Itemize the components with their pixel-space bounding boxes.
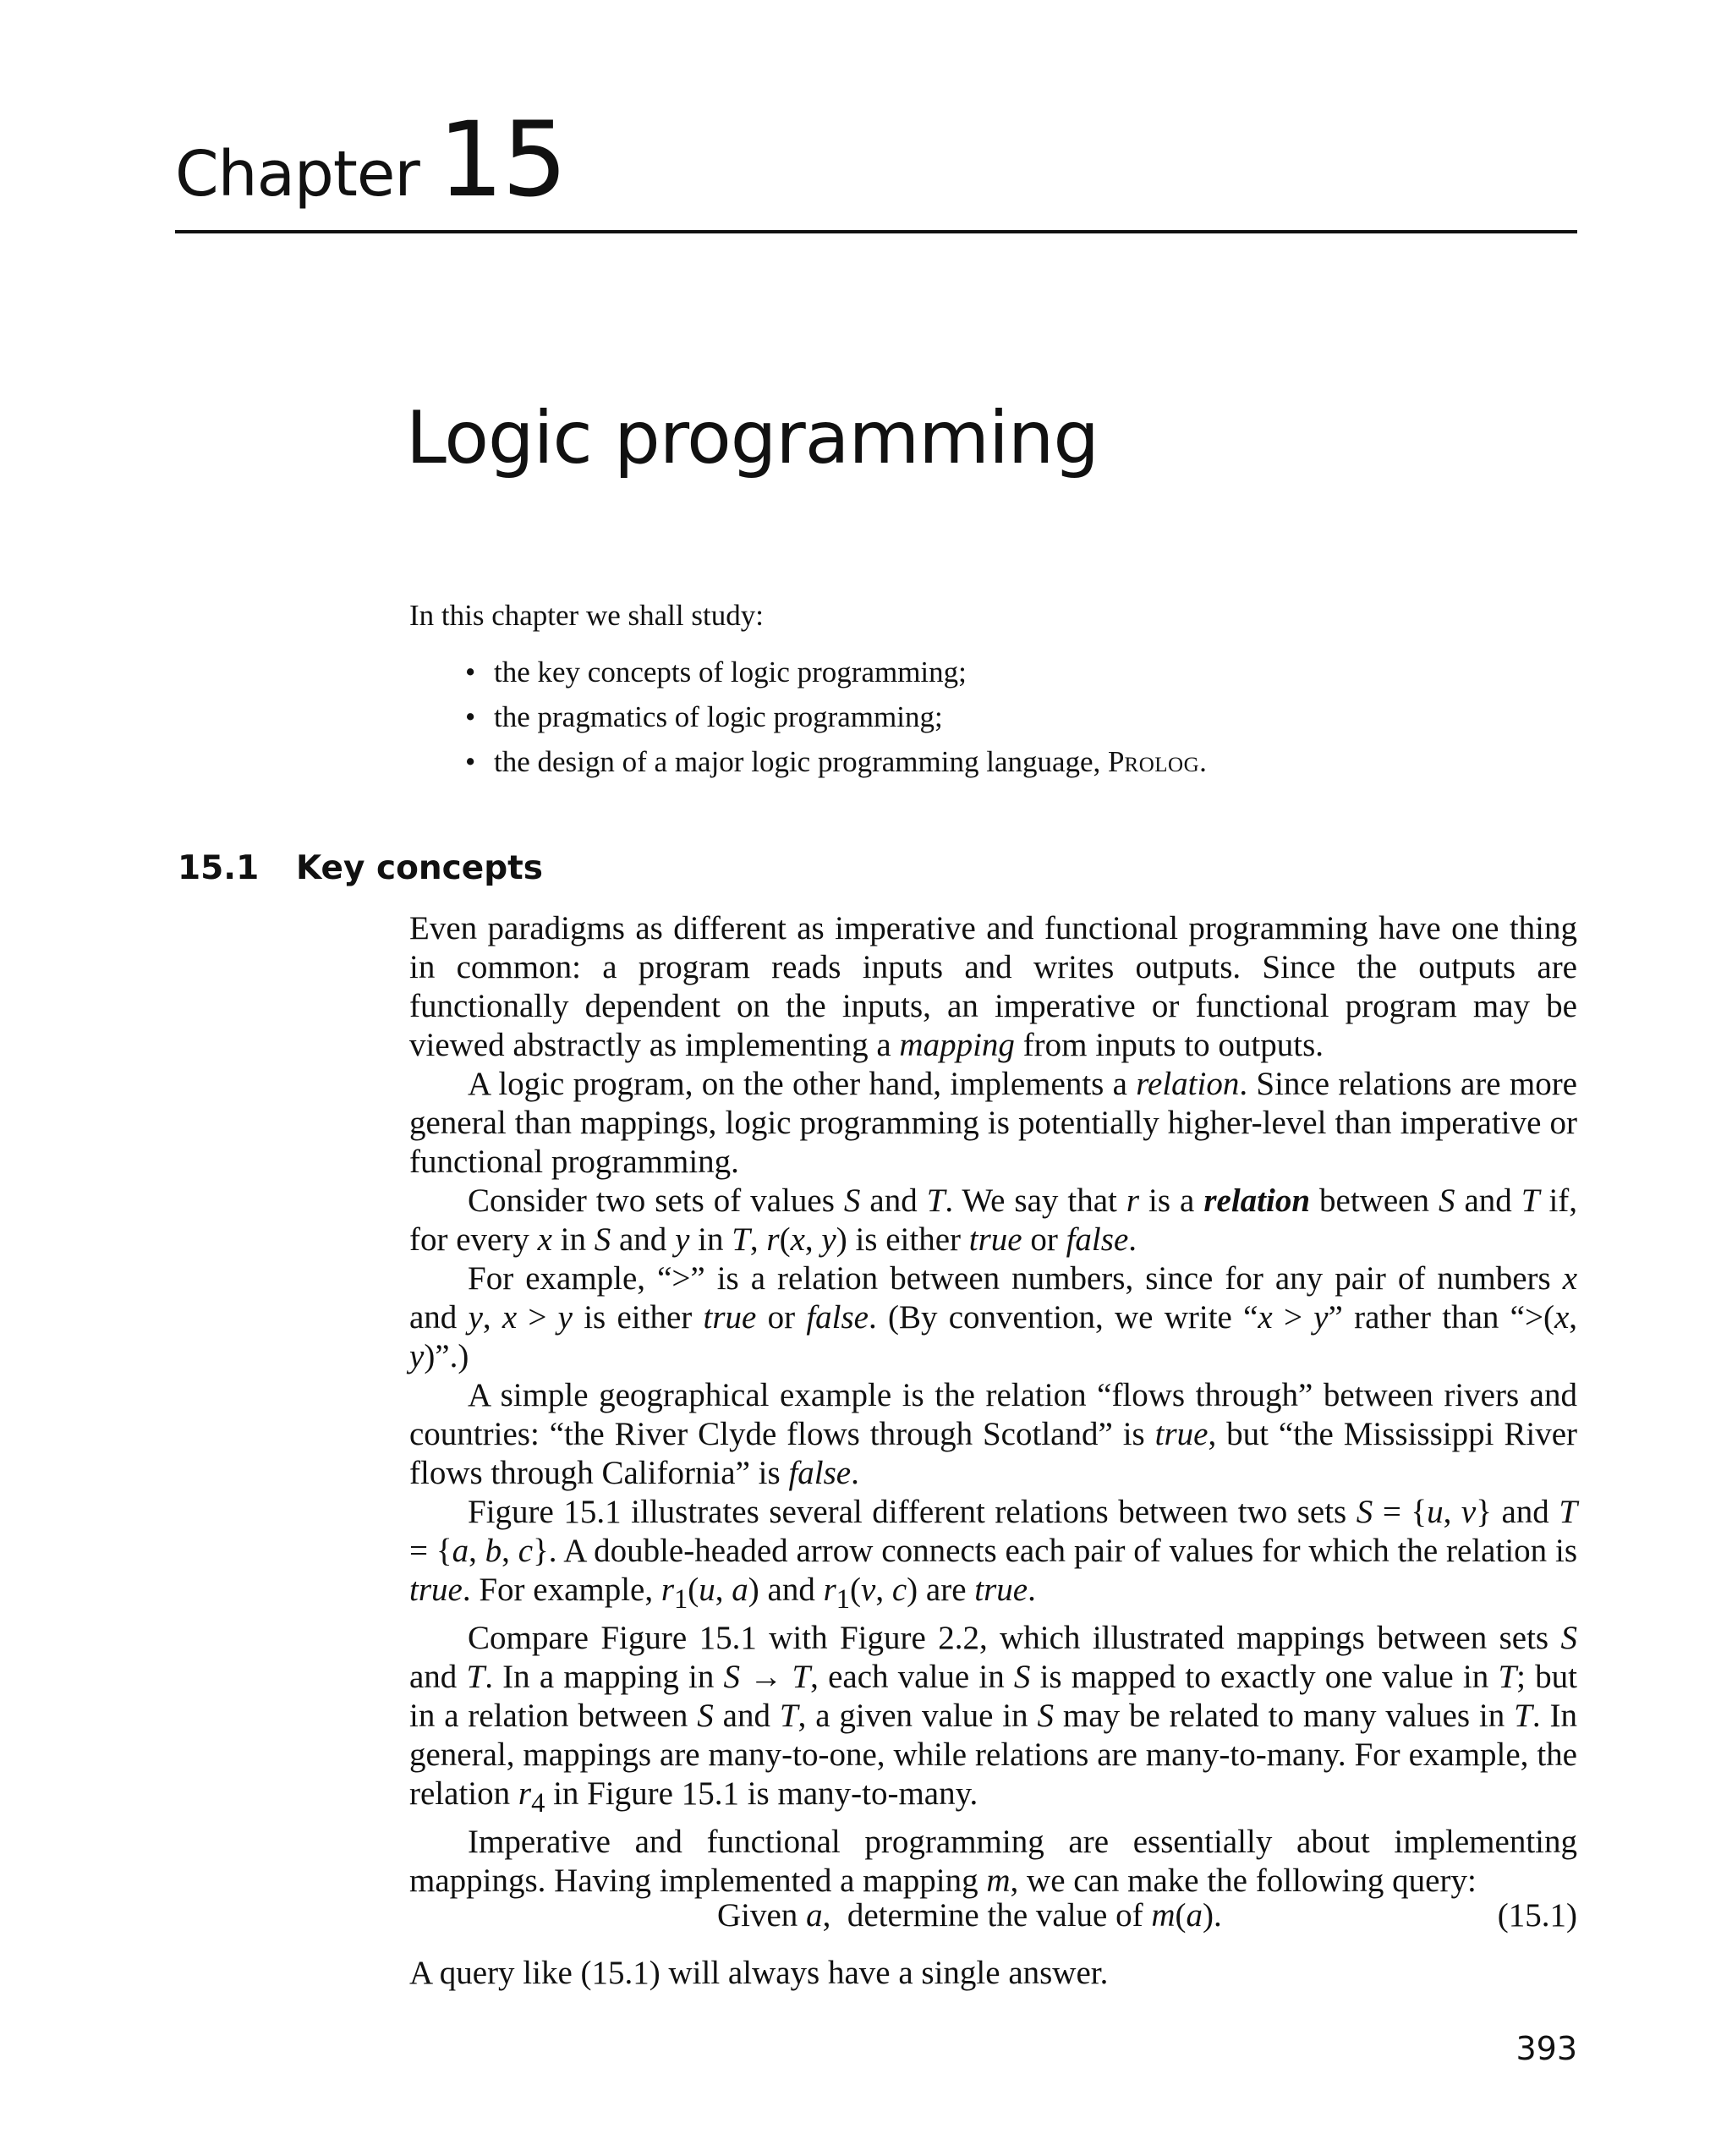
equation-15-1 (409, 1895, 1577, 1937)
paragraph: A simple geographical example is the relation “flows through” between rivers and countries: “the River Clyde flows through Scotland” is true, but “the Mississippi River flows through California” is false. (409, 1377, 1578, 1491)
paragraph: Consider two sets of values S and T. We say that r is a relation between S and T if, for every x in S and y in T, r(x, y) is either true or false. (409, 1182, 1578, 1258)
intro-bullet-list (465, 650, 1207, 787)
equation-text: Given a, determine the value of m(a). (717, 1897, 1222, 1934)
paragraph: Even paradigms as different as imperative and functional programming have one thing in common: a program reads inputs and writes outputs. Since the outputs are functionally dependent on the inputs, an imperative or functional program may be viewed abstractly as implementing a mapping from inputs to outputs. (409, 910, 1577, 1063)
section-number: 15.1 (178, 849, 260, 887)
list-item: • the pragmatics of logic programming; (465, 694, 1207, 739)
paragraph: Imperative and functional programming are essentially about implementing mappings. Having implemented a mapping m, we can make the following query: (409, 1823, 1577, 1899)
chapter-heading (175, 100, 566, 220)
paragraph: For example, “>” is a relation between numbers, since for any pair of numbers x and y, x > y is either true or false. (By convention, we write “x > y” rather than “>(x, y)”.) (409, 1260, 1577, 1374)
section-title: Key concepts (296, 849, 544, 887)
list-item: • the key concepts of logic programming; (465, 650, 1207, 694)
paragraph: Figure 15.1 illustrates several different relations between two sets S = {u, v} and T = {a, b, c}. A double-headed arrow connects each pair of values for which the relation is true. For example, $r_1(u$, a) and $r_1(v$, c) are true. (409, 1494, 1578, 1615)
list-item: • the design of a major logic programming language, PROLOG. (465, 739, 1207, 787)
chapter-rule (175, 230, 1577, 233)
chapter-number: 15 (437, 100, 567, 220)
chapter-word: Chapter (175, 138, 419, 211)
page-number: 393 (1516, 2030, 1577, 2067)
section-heading (178, 849, 543, 887)
paragraph: A logic program, on the other hand, implements a relation. Since relations are more general than mappings, logic programming is potentially higher-level than imperative or functional programming. (409, 1066, 1577, 1180)
bullet-icon: • (465, 656, 476, 688)
chapter-title: Logic programming (406, 396, 1099, 480)
bullet-icon: • (465, 700, 476, 733)
bullet-icon: • (465, 745, 476, 778)
language-name: PROLOG (1108, 745, 1200, 778)
closing-sentence: A query like (15.1) will always have a single answer. (409, 1955, 1109, 1991)
paragraph: Compare Figure 15.1 with Figure 2.2, which illustrated mappings between sets S and T. In a mapping in S → T, each value in S is mapped to exactly one value in T; but in a relation between S and T, a given value in S may be related to many values in T. In general, mappings are many-to-one, while relations are many-to-many. For example, the relation $r_4$ in Figure 15.1 is many-to-many. (409, 1619, 1578, 1819)
equation-number: (15.1) (1497, 1897, 1577, 1934)
body-text (409, 909, 1577, 1901)
intro-lead: In this chapter we shall study: (409, 599, 764, 632)
